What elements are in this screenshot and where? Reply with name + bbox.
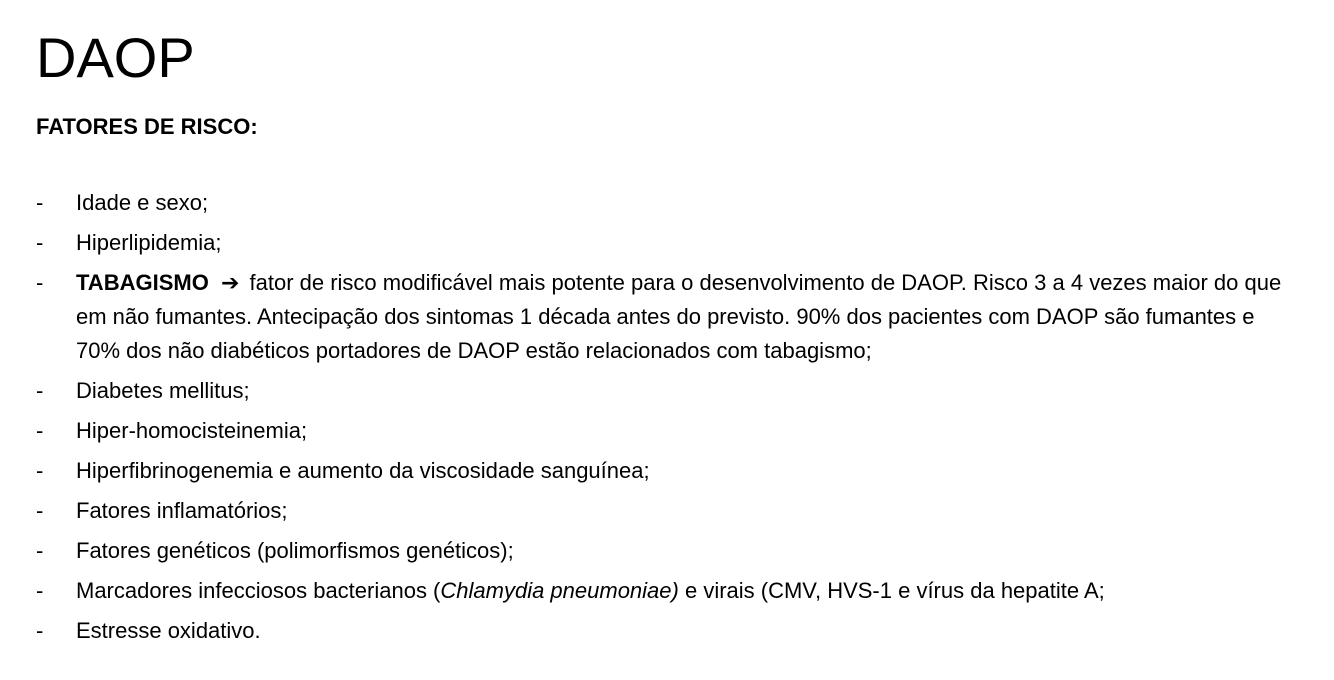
list-item-text: fator de risco modificável mais potente para o desenvolvimento de DAOP. Risco 3 a 4 vezes maior do que em não fumantes. Antecipação dos sintomas 1 década antes do previsto. 90% dos pacientes com DAOP são fumantes e 70% dos não diabéticos portadores de DAOP estão relacionados com tabagismo;	[76, 270, 1282, 363]
bullet-dash: -	[36, 270, 44, 295]
section-heading: FATORES DE RISCO:	[36, 114, 258, 139]
list-item	[36, 614, 1286, 648]
bullet-dash: -	[36, 378, 44, 403]
list-item	[36, 186, 1286, 220]
bullet-dash: -	[36, 190, 44, 215]
list-item	[36, 534, 1286, 568]
list-item-text-before: Marcadores infecciosos bacterianos (	[76, 578, 441, 603]
slide-title: DAOP	[36, 26, 195, 89]
list-item-text: Idade e sexo;	[76, 190, 209, 215]
bullet-dash: -	[36, 578, 44, 603]
list-item-text-after: e virais (CMV, HVS-1 e vírus da hepatite A;	[678, 578, 1105, 603]
list-item	[36, 454, 1286, 488]
list-item-italic-term: Chlamydia pneumoniae)	[440, 578, 679, 603]
list-item	[36, 374, 1286, 408]
list-item-text: Hiperlipidemia;	[76, 230, 222, 255]
bullet-dash: -	[36, 230, 44, 255]
list-item-marcadores	[36, 574, 1286, 608]
list-item-tabagismo	[36, 266, 1286, 368]
list-item-text: Estresse oxidativo.	[76, 618, 261, 643]
list-item-text: Hiper-homocisteinemia;	[76, 418, 308, 443]
arrow-right-icon: ➔	[220, 270, 240, 295]
bullet-dash: -	[36, 498, 44, 523]
bullet-dash: -	[36, 418, 44, 443]
list-item-text: Diabetes mellitus;	[76, 378, 250, 403]
list-item	[36, 494, 1286, 528]
list-item	[36, 226, 1286, 260]
bullet-dash: -	[36, 618, 44, 643]
bullet-dash: -	[36, 538, 44, 563]
list-item-text: Fatores inflamatórios;	[76, 498, 288, 523]
list-item-strong-label: TABAGISMO	[76, 270, 209, 295]
list-item-text: Hiperfibrinogenemia e aumento da viscosidade sanguínea;	[76, 458, 650, 483]
bullet-dash: -	[36, 458, 44, 483]
risk-factor-list	[36, 186, 1286, 654]
list-item	[36, 414, 1286, 448]
list-item-text: Fatores genéticos (polimorfismos genéticos);	[76, 538, 514, 563]
